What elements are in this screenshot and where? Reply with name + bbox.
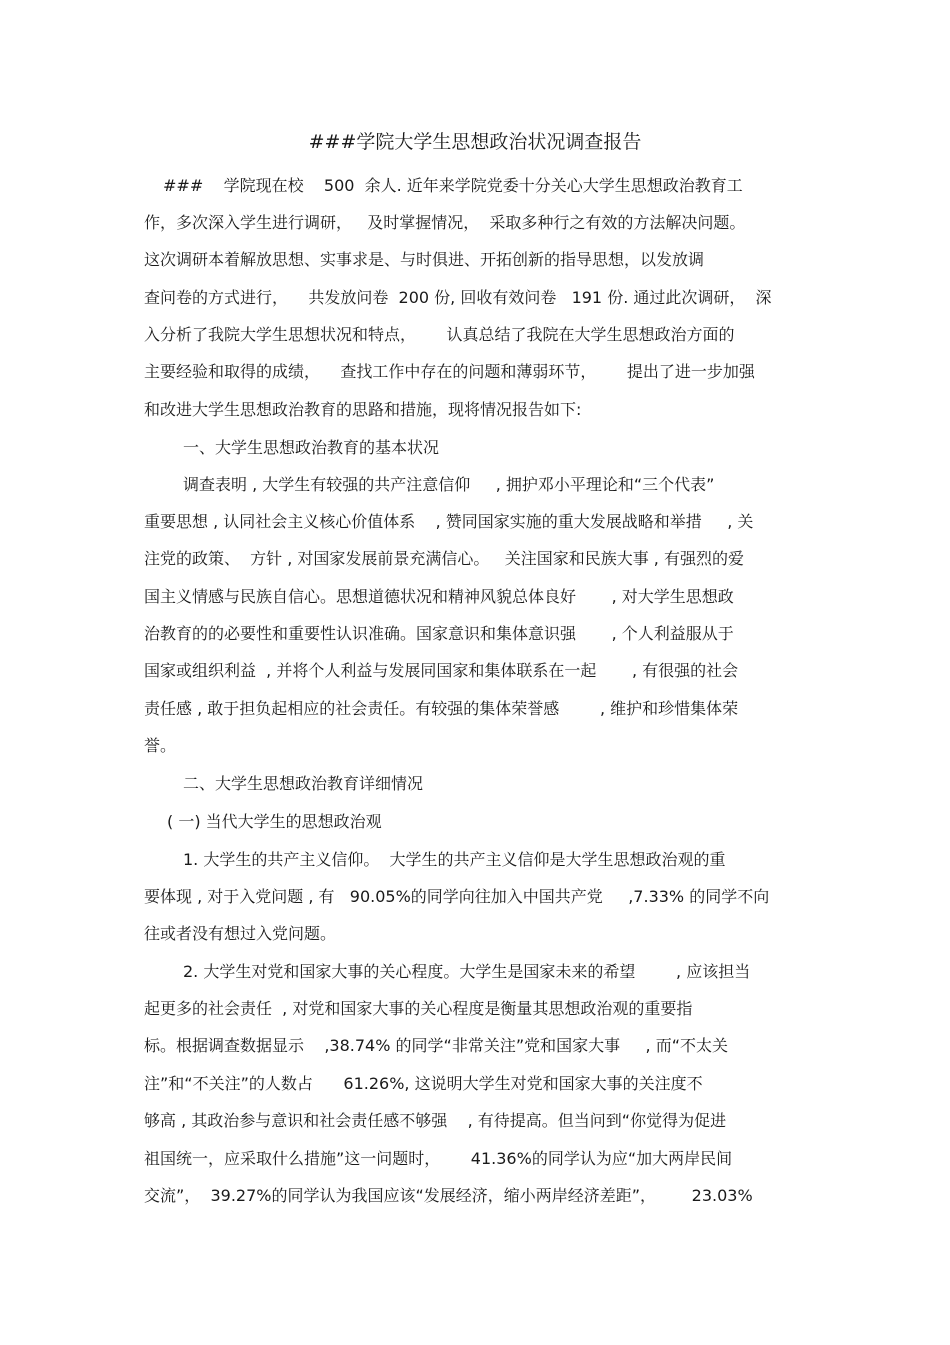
- paragraph-line: 够高 , 其政治参与意识和社会责任感不够强 , 有待提高。但当问到“你觉得为促进: [144, 1111, 727, 1130]
- paragraph-line: 注党的政策、 方针 , 对国家发展前景充满信心。 关注国家和民族大事 , 有强烈的爱: [144, 549, 744, 568]
- paragraph-line: 这次调研本着解放思想、实事求是、与时俱进、开拓创新的指导思想，以发放调: [144, 250, 705, 269]
- paragraph-line: 往或者没有想过入党问题。: [144, 924, 337, 943]
- paragraph-line: 治教育的的必要性和重要性认识准确。国家意识和集体意识强 , 个人利益服从于: [144, 624, 734, 643]
- paragraph-line: 祖国统一，应采取什么措施”这一问题时， 41.36%的同学认为应“加大两岸民间: [144, 1149, 733, 1168]
- paragraph-line: 注”和“不关注”的人数占 61.26%, 这说明大学生对党和国家大事的关注度不: [144, 1074, 703, 1093]
- paragraph-line: 要体现 , 对于入党问题 , 有 90.05%的同学向往加入中国共产党 ,7.33% 的同学不向: [144, 887, 770, 906]
- section-heading: 一、大学生思想政治教育的基本状况: [183, 438, 440, 457]
- paragraph-line: 查问卷的方式进行， 共发放问卷 200 份, 回收有效问卷 191 份. 通过此次调研， 深: [144, 288, 772, 307]
- paragraph-line: 1. 大学生的共产主义信仰。 大学生的共产主义信仰是大学生思想政治观的重: [183, 850, 726, 869]
- paragraph-line: 2. 大学生对党和国家大事的关心程度。大学生是国家未来的希望 , 应该担当: [183, 962, 751, 981]
- subsection-heading: ( 一) 当代大学生的思想政治观: [167, 812, 382, 831]
- paragraph-line: 标。根据调查数据显示 ,38.74% 的同学“非常关注”党和国家大事 , 而“不太关: [144, 1036, 728, 1055]
- section-heading: 二、大学生思想政治教育详细情况: [183, 774, 424, 793]
- paragraph-line: 誉。: [144, 736, 177, 755]
- paragraph-line: ### 学院现在校 500 余人. 近年来学院党委十分关心大学生思想政治教育工: [163, 176, 743, 195]
- paragraph-line: 入分析了我院大学生思想状况和特点， 认真总结了我院在大学生思想政治方面的: [144, 325, 735, 344]
- paragraph-line: 起更多的社会责任 , 对党和国家大事的关心程度是衡量其思想政治观的重要指: [144, 999, 693, 1018]
- paragraph-line: 国家或组织利益 , 并将个人利益与发展同国家和集体联系在一起 , 有很强的社会: [144, 661, 739, 680]
- document-title: ###学院大学生思想政治状况调查报告: [308, 131, 642, 153]
- paragraph-line: 国主义情感与民族自信心。思想道德状况和精神风貌总体良好 , 对大学生思想政: [144, 587, 734, 606]
- paragraph-line: 主要经验和取得的成绩， 查找工作中存在的问题和薄弱环节， 提出了进一步加强: [144, 362, 755, 381]
- paragraph-line: 作，多次深入学生进行调研， 及时掌握情况， 采取多种行之有效的方法解决问题。: [144, 213, 746, 232]
- paragraph-line: 重要思想 , 认同社会主义核心价值体系 , 赞同国家实施的重大发展战略和举措 , 关: [144, 512, 754, 531]
- paragraph-line: 交流”， 39.27%的同学认为我国应该“发展经济，缩小两岸经济差距”， 23.03%: [144, 1186, 753, 1205]
- paragraph-line: 和改进大学生思想政治教育的思路和措施，现将情况报告如下:: [144, 400, 582, 419]
- paragraph-line: 责任感 , 敢于担负起相应的社会责任。有较强的集体荣誉感 , 维护和珍惜集体荣: [144, 699, 739, 718]
- paragraph-line: 调查表明 , 大学生有较强的共产注意信仰 , 拥护邓小平理论和“三个代表”: [183, 475, 715, 494]
